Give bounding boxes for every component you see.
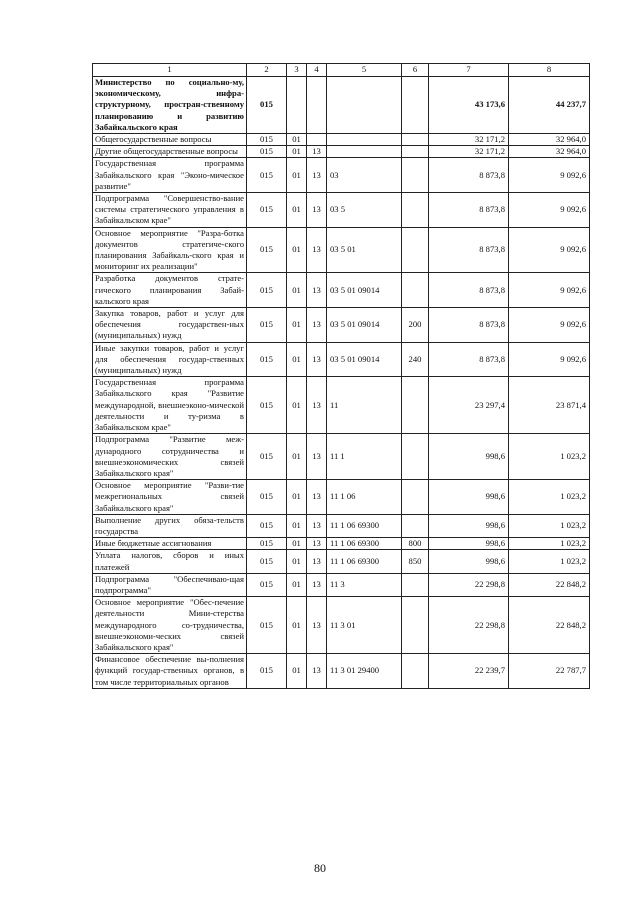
- section-cell: 01: [287, 227, 307, 273]
- column-header: 2: [247, 64, 287, 77]
- ministry-code-cell: 015: [247, 434, 287, 480]
- expense-type-cell: [402, 227, 429, 273]
- expense-type-cell: [402, 514, 429, 537]
- row-name-cell: Подпрограмма "Совершенство-вание системы стратегического управления в Забайкальском крае": [93, 193, 247, 228]
- target-article-cell: 11: [327, 377, 402, 434]
- section-cell: 01: [287, 146, 307, 158]
- section-cell: 01: [287, 342, 307, 377]
- row-name-cell: Разработка документов страте-гического планирования Забай-кальского края: [93, 273, 247, 308]
- table-row: [93, 77, 590, 134]
- target-article-cell: 11 1 06: [327, 480, 402, 515]
- table-row: [93, 550, 590, 573]
- amount-year1-cell: 8 873,8: [429, 342, 509, 377]
- amount-year1-cell: 32 171,2: [429, 134, 509, 146]
- amount-year1-cell: 8 873,8: [429, 227, 509, 273]
- amount-year1-cell: 998,6: [429, 514, 509, 537]
- amount-year2-cell: 1 023,2: [509, 514, 590, 537]
- table-row: [93, 134, 590, 146]
- amount-year2-cell: 9 092,6: [509, 308, 590, 343]
- target-article-cell: [327, 146, 402, 158]
- amount-year1-cell: 32 171,2: [429, 146, 509, 158]
- ministry-code-cell: 015: [247, 538, 287, 550]
- ministry-code-cell: 015: [247, 480, 287, 515]
- amount-year1-cell: 998,6: [429, 538, 509, 550]
- subsection-cell: 13: [307, 538, 327, 550]
- target-article-cell: [327, 134, 402, 146]
- row-name-cell: Основное мероприятие "Обес-печение деятельности Мини-стерства международного со-трудничества, внешнеэкономи-ческих связей Забайкальского края": [93, 597, 247, 654]
- table-body: [93, 77, 590, 689]
- amount-year2-cell: 9 092,6: [509, 193, 590, 228]
- section-cell: 01: [287, 434, 307, 480]
- table-row: [93, 377, 590, 434]
- expense-type-cell: [402, 273, 429, 308]
- section-cell: 01: [287, 573, 307, 596]
- subsection-cell: 13: [307, 308, 327, 343]
- table-row: [93, 654, 590, 689]
- page-number: 80: [314, 861, 326, 875]
- expense-type-cell: [402, 146, 429, 158]
- section-cell: 01: [287, 158, 307, 193]
- target-article-cell: 11 1 06 69300: [327, 550, 402, 573]
- row-name-cell: Основное мероприятие "Разра-ботка документов стратегиче-ского планирования Забайкаль-ского края и мониторинг их реализации": [93, 227, 247, 273]
- amount-year2-cell: 22 848,2: [509, 573, 590, 596]
- amount-year2-cell: 22 848,2: [509, 597, 590, 654]
- table-row: [93, 434, 590, 480]
- amount-year1-cell: 43 173,6: [429, 77, 509, 134]
- row-name-cell: Государственная программа Забайкальского края "Развитие международной, внешнеэконо-мической деятельности и ту-ризма в Забайкальском крае": [93, 377, 247, 434]
- target-article-cell: 03 5 01 09014: [327, 308, 402, 343]
- amount-year2-cell: 9 092,6: [509, 273, 590, 308]
- row-name-cell: Подпрограмма "Обеспечиваю-щая подпрограмма": [93, 573, 247, 596]
- target-article-cell: 03 5 01 09014: [327, 342, 402, 377]
- amount-year2-cell: 1 023,2: [509, 550, 590, 573]
- table-header-row: [93, 64, 590, 77]
- amount-year2-cell: 9 092,6: [509, 342, 590, 377]
- target-article-cell: 03 5: [327, 193, 402, 228]
- row-name-cell: Иные бюджетные ассигнования: [93, 538, 247, 550]
- amount-year2-cell: 32 964,0: [509, 134, 590, 146]
- row-name-cell: Выполнение других обяза-тельств государства: [93, 514, 247, 537]
- target-article-cell: [327, 77, 402, 134]
- target-article-cell: 03: [327, 158, 402, 193]
- section-cell: 01: [287, 480, 307, 515]
- row-name-cell: Другие общегосударственные вопросы: [93, 146, 247, 158]
- budget-table: [92, 63, 590, 689]
- column-header: 1: [93, 64, 247, 77]
- row-name-cell: Государственная программа Забайкальского края "Эконо-мическое развитие": [93, 158, 247, 193]
- section-cell: 01: [287, 514, 307, 537]
- subsection-cell: [307, 134, 327, 146]
- table-row: [93, 538, 590, 550]
- subsection-cell: 13: [307, 273, 327, 308]
- expense-type-cell: [402, 573, 429, 596]
- subsection-cell: 13: [307, 158, 327, 193]
- target-article-cell: 03 5 01 09014: [327, 273, 402, 308]
- table-row: [93, 146, 590, 158]
- row-name-cell: Подпрограмма "Развитие меж-дународного сотрудничества и внешнеэкономических связей Забайкальского края": [93, 434, 247, 480]
- amount-year2-cell: 1 023,2: [509, 480, 590, 515]
- expense-type-cell: [402, 134, 429, 146]
- table-row: [93, 158, 590, 193]
- amount-year1-cell: 8 873,8: [429, 273, 509, 308]
- section-cell: [287, 77, 307, 134]
- ministry-code-cell: 015: [247, 377, 287, 434]
- target-article-cell: 11 1: [327, 434, 402, 480]
- ministry-code-cell: 015: [247, 573, 287, 596]
- table-row: [93, 597, 590, 654]
- subsection-cell: 13: [307, 550, 327, 573]
- table-row: [93, 480, 590, 515]
- target-article-cell: 11 1 06 69300: [327, 538, 402, 550]
- ministry-code-cell: 015: [247, 227, 287, 273]
- subsection-cell: 13: [307, 573, 327, 596]
- amount-year1-cell: 998,6: [429, 434, 509, 480]
- expense-type-cell: 240: [402, 342, 429, 377]
- subsection-cell: 13: [307, 146, 327, 158]
- row-name-cell: Общегосударственные вопросы: [93, 134, 247, 146]
- column-header: 3: [287, 64, 307, 77]
- column-header: 5: [327, 64, 402, 77]
- ministry-code-cell: 015: [247, 654, 287, 689]
- target-article-cell: 03 5 01: [327, 227, 402, 273]
- amount-year2-cell: 1 023,2: [509, 434, 590, 480]
- section-cell: 01: [287, 597, 307, 654]
- column-header: 6: [402, 64, 429, 77]
- expense-type-cell: [402, 77, 429, 134]
- subsection-cell: [307, 77, 327, 134]
- table-row: [93, 273, 590, 308]
- subsection-cell: 13: [307, 480, 327, 515]
- table-row: [93, 193, 590, 228]
- row-name-cell: Финансовое обеспечение вы-полнения функций государ-ственных органов, в том числе территориальных органов: [93, 654, 247, 689]
- ministry-code-cell: 015: [247, 146, 287, 158]
- section-cell: 01: [287, 308, 307, 343]
- section-cell: 01: [287, 273, 307, 308]
- row-name-cell: Уплата налогов, сборов и иных платежей: [93, 550, 247, 573]
- amount-year1-cell: 998,6: [429, 550, 509, 573]
- column-header: 8: [509, 64, 590, 77]
- expense-type-cell: 850: [402, 550, 429, 573]
- amount-year2-cell: 44 237,7: [509, 77, 590, 134]
- expense-type-cell: [402, 480, 429, 515]
- amount-year1-cell: 22 239,7: [429, 654, 509, 689]
- ministry-code-cell: 015: [247, 342, 287, 377]
- expense-type-cell: [402, 597, 429, 654]
- target-article-cell: 11 1 06 69300: [327, 514, 402, 537]
- section-cell: 01: [287, 377, 307, 434]
- table-row: [93, 308, 590, 343]
- row-name-cell: Иные закупки товаров, работ и услуг для обеспечения государ-ственных (муниципальных) нужд: [93, 342, 247, 377]
- column-header: 4: [307, 64, 327, 77]
- row-name-cell: Основное мероприятие "Разви-тие межрегиональных связей Забайкальского края": [93, 480, 247, 515]
- subsection-cell: 13: [307, 193, 327, 228]
- section-cell: 01: [287, 134, 307, 146]
- target-article-cell: 11 3: [327, 573, 402, 596]
- row-name-cell: Закупка товаров, работ и услуг для обеспечения государствен-ных (муниципальных) нужд: [93, 308, 247, 343]
- amount-year2-cell: 9 092,6: [509, 158, 590, 193]
- expense-type-cell: 800: [402, 538, 429, 550]
- ministry-code-cell: 015: [247, 514, 287, 537]
- column-header: 7: [429, 64, 509, 77]
- ministry-code-cell: 015: [247, 158, 287, 193]
- expense-type-cell: [402, 654, 429, 689]
- amount-year1-cell: 23 297,4: [429, 377, 509, 434]
- amount-year2-cell: 32 964,0: [509, 146, 590, 158]
- ministry-code-cell: 015: [247, 77, 287, 134]
- amount-year2-cell: 1 023,2: [509, 538, 590, 550]
- expense-type-cell: [402, 193, 429, 228]
- expense-type-cell: [402, 158, 429, 193]
- amount-year1-cell: 22 298,8: [429, 573, 509, 596]
- table-row: [93, 514, 590, 537]
- subsection-cell: 13: [307, 227, 327, 273]
- expense-type-cell: [402, 434, 429, 480]
- section-cell: 01: [287, 538, 307, 550]
- target-article-cell: 11 3 01 29400: [327, 654, 402, 689]
- subsection-cell: 13: [307, 434, 327, 480]
- subsection-cell: 13: [307, 597, 327, 654]
- subsection-cell: 13: [307, 377, 327, 434]
- amount-year2-cell: 23 871,4: [509, 377, 590, 434]
- subsection-cell: 13: [307, 654, 327, 689]
- subsection-cell: 13: [307, 514, 327, 537]
- section-cell: 01: [287, 193, 307, 228]
- row-name-cell: Министерство по социально-му, экономическому, инфра-структурному, простран-ственному планированию и развитию Забайкальского края: [93, 77, 247, 134]
- ministry-code-cell: 015: [247, 134, 287, 146]
- table-row: [93, 342, 590, 377]
- amount-year1-cell: 8 873,8: [429, 308, 509, 343]
- section-cell: 01: [287, 550, 307, 573]
- ministry-code-cell: 015: [247, 550, 287, 573]
- ministry-code-cell: 015: [247, 273, 287, 308]
- ministry-code-cell: 015: [247, 308, 287, 343]
- section-cell: 01: [287, 654, 307, 689]
- subsection-cell: 13: [307, 342, 327, 377]
- expense-type-cell: [402, 377, 429, 434]
- ministry-code-cell: 015: [247, 193, 287, 228]
- amount-year1-cell: 998,6: [429, 480, 509, 515]
- amount-year1-cell: 8 873,8: [429, 158, 509, 193]
- amount-year2-cell: 9 092,6: [509, 227, 590, 273]
- table-row: [93, 573, 590, 596]
- amount-year1-cell: 22 298,8: [429, 597, 509, 654]
- table-row: [93, 227, 590, 273]
- expense-type-cell: 200: [402, 308, 429, 343]
- amount-year1-cell: 8 873,8: [429, 193, 509, 228]
- amount-year2-cell: 22 787,7: [509, 654, 590, 689]
- ministry-code-cell: 015: [247, 597, 287, 654]
- target-article-cell: 11 3 01: [327, 597, 402, 654]
